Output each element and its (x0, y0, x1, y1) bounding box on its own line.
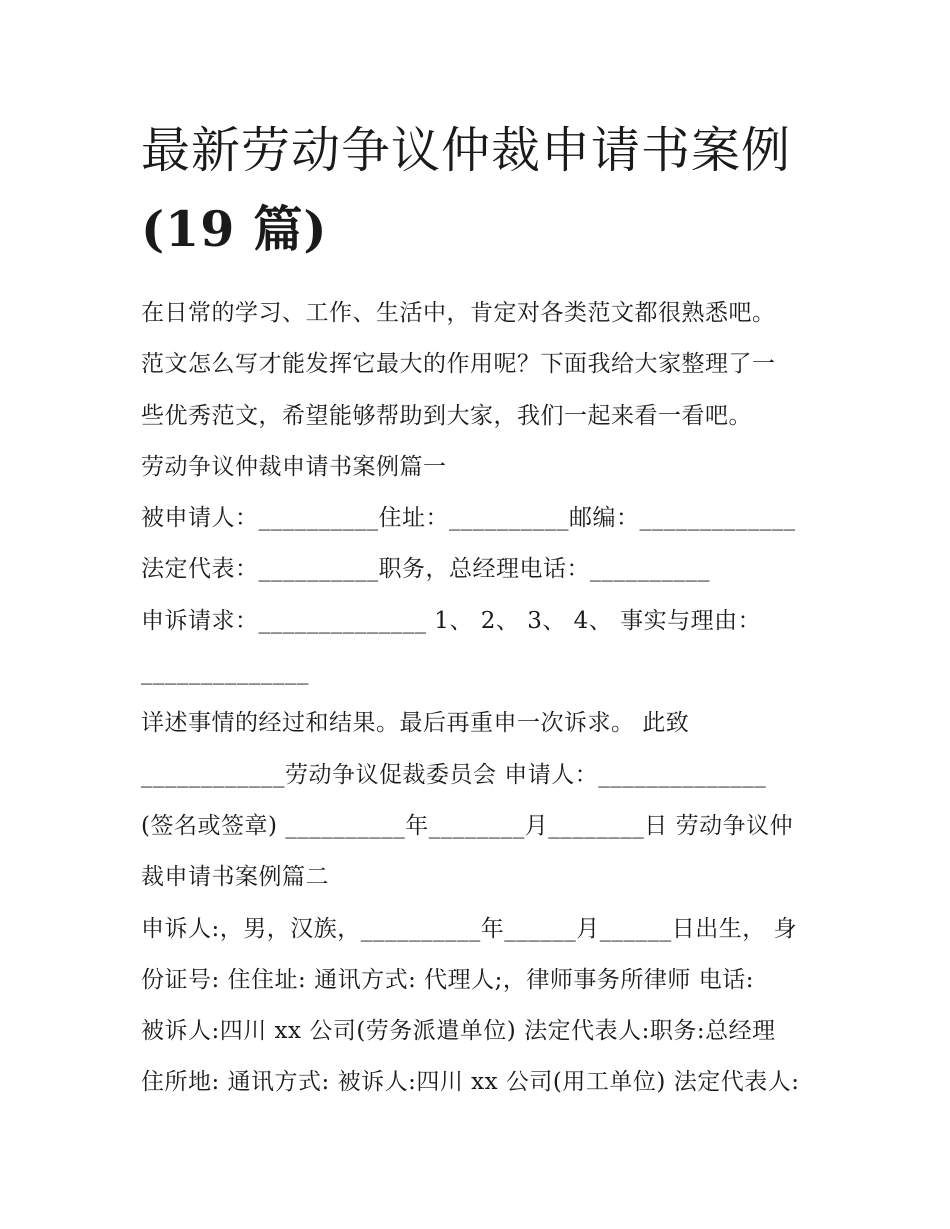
form-line-blank: ______________ (141, 659, 309, 686)
body-line: 范文怎么写才能发挥它最大的作用呢？下面我给大家整理了一 (141, 351, 776, 378)
body-line: 在日常的学习、工作、生活中，肯定对各类范文都很熟悉吧。 (141, 300, 776, 326)
form-line-signature-date: (签名或签章) __________年________月________日 劳动争议仲 (141, 812, 794, 839)
form-line-claims: 申诉请求：______________ 1、 2、 3、 4、 事实与理由： (141, 607, 762, 634)
form-line-committee: ____________劳动争议促裁委员会 申请人：______________ (141, 761, 767, 788)
document-body (141, 288, 821, 1109)
document-title (141, 112, 821, 268)
section-heading-1: 劳动争议仲裁申请书案例篇一 (141, 453, 447, 480)
title-line-2: (19 篇) (141, 200, 328, 258)
form-line-legal-rep: 法定代表：__________职务，总经理电话：__________ (141, 556, 710, 583)
body-line: 详述事情的经过和结果。最后再重申一次诉求。 此致 (141, 710, 690, 737)
form-line-defendant-1: 被诉人:四川 xx 公司(劳务派遣单位) 法定代表人:职务:总经理 (141, 1018, 776, 1045)
form-line-id: 份证号: 住住址: 通讯方式: 代理人;，律师事务所律师 电话: (141, 966, 754, 993)
form-line-respondent: 被申请人：__________住址：__________邮编：_____________ (141, 505, 796, 532)
section-heading-2: 裁申请书案例篇二 (141, 864, 329, 891)
form-line-claimant: 申诉人:，男，汉族，__________年______月______日出生， 身 (141, 915, 798, 942)
body-line: 些优秀范文，希望能够帮助到大家，我们一起来看一看吧。 (141, 402, 752, 429)
form-line-defendant-2: 住所地: 通讯方式: 被诉人:四川 xx 公司(用工单位) 法定代表人: (141, 1069, 800, 1096)
document-page (141, 112, 821, 1109)
title-line-1: 最新劳动争议仲裁申请书案例 (141, 122, 792, 179)
